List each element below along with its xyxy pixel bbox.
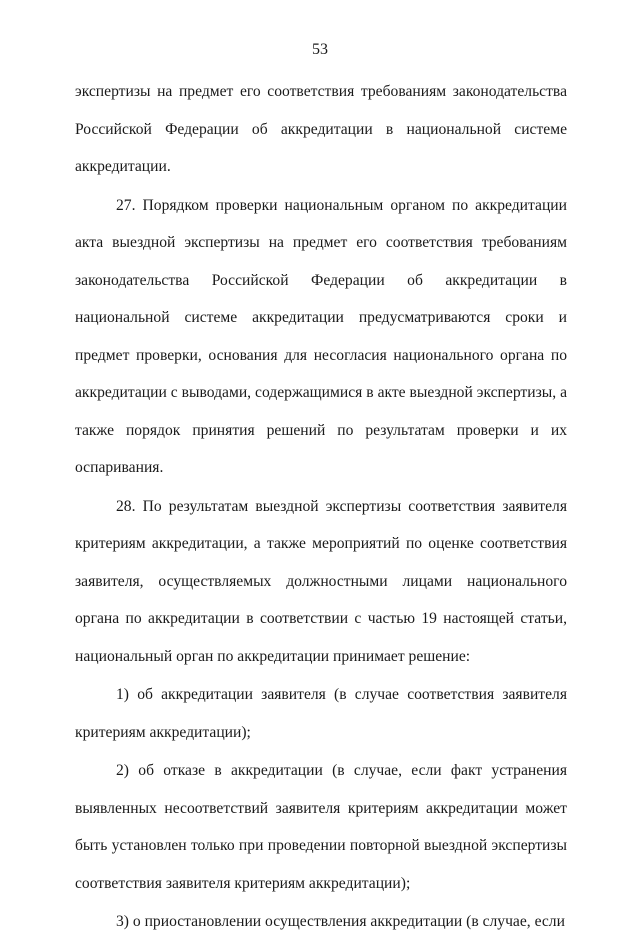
list-item-2: 2) об отказе в аккредитации (в случае, если факт устранения выявленных несоответствий заявителя критериям аккредитации может быть установлен только при проведении повторной выездной экспертизы соответствия заявителя критериям аккредитации); bbox=[75, 762, 567, 892]
list-item-1: 1) об аккредитации заявителя (в случае соответствия заявителя критериям аккредитации); bbox=[75, 686, 567, 741]
paragraph-continuation: экспертизы на предмет его соответствия требованиям законодательства Российской Федерации об аккредитации в национальной системе аккредитации. bbox=[75, 83, 567, 175]
paragraph-28: 28. По результатам выездной экспертизы соответствия заявителя критериям аккредитации, а также мероприятий по оценке соответствия заявителя, осуществляемых должностными лицами национального органа по аккредитации в соответствии с частью 19 настоящей статьи, национальный орган по аккредитации принимает решение: bbox=[75, 497, 567, 665]
document-body bbox=[75, 73, 567, 941]
page-number: 53 bbox=[312, 41, 328, 58]
paragraph-27: 27. Порядком проверки национальным органом по аккредитации акта выездной экспертизы на предмет его соответствия требованиям законодательства Российской Федерации об аккредитации в национальной системе аккредитации предусматриваются сроки и предмет проверки, основания для несогласия национального органа по аккредитации с выводами, содержащимися в акте выездной экспертизы, а также порядок принятия решений по результатам проверки и их оспаривания. bbox=[75, 196, 567, 476]
list-item-3: 3) о приостановлении осуществления аккредитации (в случае, если bbox=[116, 913, 565, 930]
